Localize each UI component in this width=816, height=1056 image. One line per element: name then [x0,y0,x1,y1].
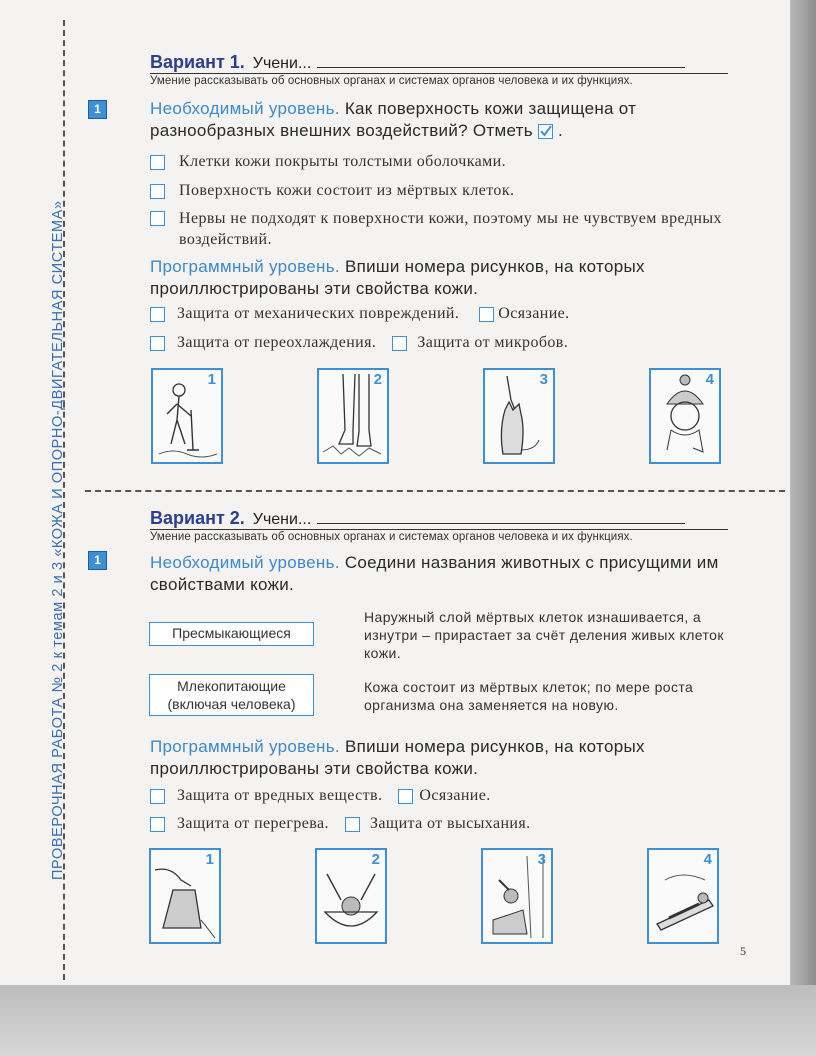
answer-box[interactable] [392,336,407,351]
variant2-header [150,508,728,543]
tag-mammals-line1: Млекопитающие [177,678,286,694]
answer-box[interactable] [150,817,165,832]
sidebar-title: ПРОВЕРОЧНАЯ РАБОТА № 2 к темам 2 и 3 «КОЖА И ОПОРНО-ДВИГАТЕЛЬНАЯ СИСТЕМА» [50,200,66,880]
variant2-label: Вариант 2. [150,508,245,528]
tag-mammals[interactable] [149,674,314,716]
page-shadow-bottom [0,985,816,1056]
variant1-option-3: Нервы не подходят к поверхности кожи, поэтому мы не чувствуем вредных воздействий. [179,210,722,248]
option-checkbox[interactable] [150,211,165,226]
description-2[interactable]: Кожа состоит из мёртвых клеток; по мере роста организма она заменяется на новую. [364,679,694,713]
variant1-task1-question: Необходимый уровень. Как поверхность кожи защищена от разнообразных внешних воздействий? Отметь . [150,99,637,140]
variant2-task2-level: Программный уровень. [150,737,340,756]
variant1-header [150,52,728,87]
picture-7 [481,848,553,944]
picture-1-number: 1 [207,371,216,388]
picture-1 [151,368,223,464]
checkmark-box-icon [538,124,553,139]
answer-box[interactable] [479,307,494,322]
variant2-student-label: Учени... [252,511,312,528]
variant1-task2-option-4: Защита от микробов. [417,334,569,351]
variant2-skill: Умение рассказывать об основных органах и системах органов человека и их функциях. [150,529,728,543]
picture-5-number: 1 [205,851,214,868]
cut-line-horizontal [85,490,785,492]
picture-5 [149,848,221,944]
variant2-task2-options [150,784,531,836]
variant2-task2-option-1: Защита от вредных веществ. [177,787,383,804]
variant1-option-2: Поверхность кожи состоит из мёртвых клеток. [179,182,515,199]
variant1-task1-level: Необходимый уровень. [150,99,340,118]
variant1-task1-text: Как поверхность кожи защищена от разнообразных внешних воздействий? Отметь [150,99,637,140]
variant2-task1-level: Необходимый уровень. [150,553,340,572]
variant1-label: Вариант 1. [150,52,245,72]
picture-7-number: 3 [537,851,546,868]
variant2-task2-option-4: Защита от высыхания. [369,815,531,832]
variant1-skill: Умение рассказывать об основных органах и системах органов человека и их функциях. [150,73,728,87]
answer-box[interactable] [150,307,165,322]
answer-box[interactable] [345,817,360,832]
variant1-option-1: Клетки кожи покрыты толстыми оболочками. [179,153,507,170]
variant2-task1-text: Соедини названия животных с присущими им свойствами кожи. [150,553,719,594]
variant1-task1-options [150,150,730,250]
variant1-task1-number: 1 [88,100,107,119]
variant2-task2-option-2: Осязание. [419,787,491,804]
description-1[interactable]: Наружный слой мёртвых клеток изнашивается, а изнутри – прирастает за счёт деления живых клеток кожи. [364,609,724,661]
variant2-task2-option-3: Защита от перегрева. [177,815,329,832]
variant1-student-label: Учени... [252,55,312,72]
picture-2 [317,368,389,464]
variant1-task2-question [150,256,730,300]
variant1-task2-options [150,302,570,355]
page-shadow-right [790,0,816,1056]
picture-2-number: 2 [373,371,382,388]
variant2-task1-question [150,552,728,596]
variant1-task2-level: Программный уровень. [150,257,340,276]
picture-8-number: 4 [703,851,712,868]
variant2-task2-text: Впиши номера рисунков, на которых проиллюстрированы эти свойства кожи. [150,737,645,778]
variant2-name-field[interactable] [317,509,685,524]
variant1-task2-option-1: Защита от механических повреждений. [177,305,460,322]
picture-4-number: 4 [705,371,714,388]
answer-box[interactable] [150,789,165,804]
picture-4 [649,368,721,464]
option-checkbox[interactable] [150,184,165,199]
variant1-task2-option-2: Осязание. [498,305,570,322]
variant2-task1-number: 1 [88,551,107,570]
tag-mammals-line2: (включая человека) [167,696,296,712]
variant2-task2-question [150,736,730,780]
variant1-task2-text: Впиши номера рисунков, на которых проиллюстрированы эти свойства кожи. [150,257,645,298]
answer-box[interactable] [398,789,413,804]
picture-6 [315,848,387,944]
option-checkbox[interactable] [150,155,165,170]
picture-3 [483,368,555,464]
page-number: 5 [740,944,746,958]
tag-reptiles[interactable]: Пресмыкающиеся [149,622,314,646]
variant1-task2-option-3: Защита от переохлаждения. [177,334,377,351]
picture-8 [647,848,719,944]
picture-3-number: 3 [539,371,548,388]
variant1-name-field[interactable] [317,53,685,68]
answer-box[interactable] [150,336,165,351]
picture-6-number: 2 [371,851,380,868]
